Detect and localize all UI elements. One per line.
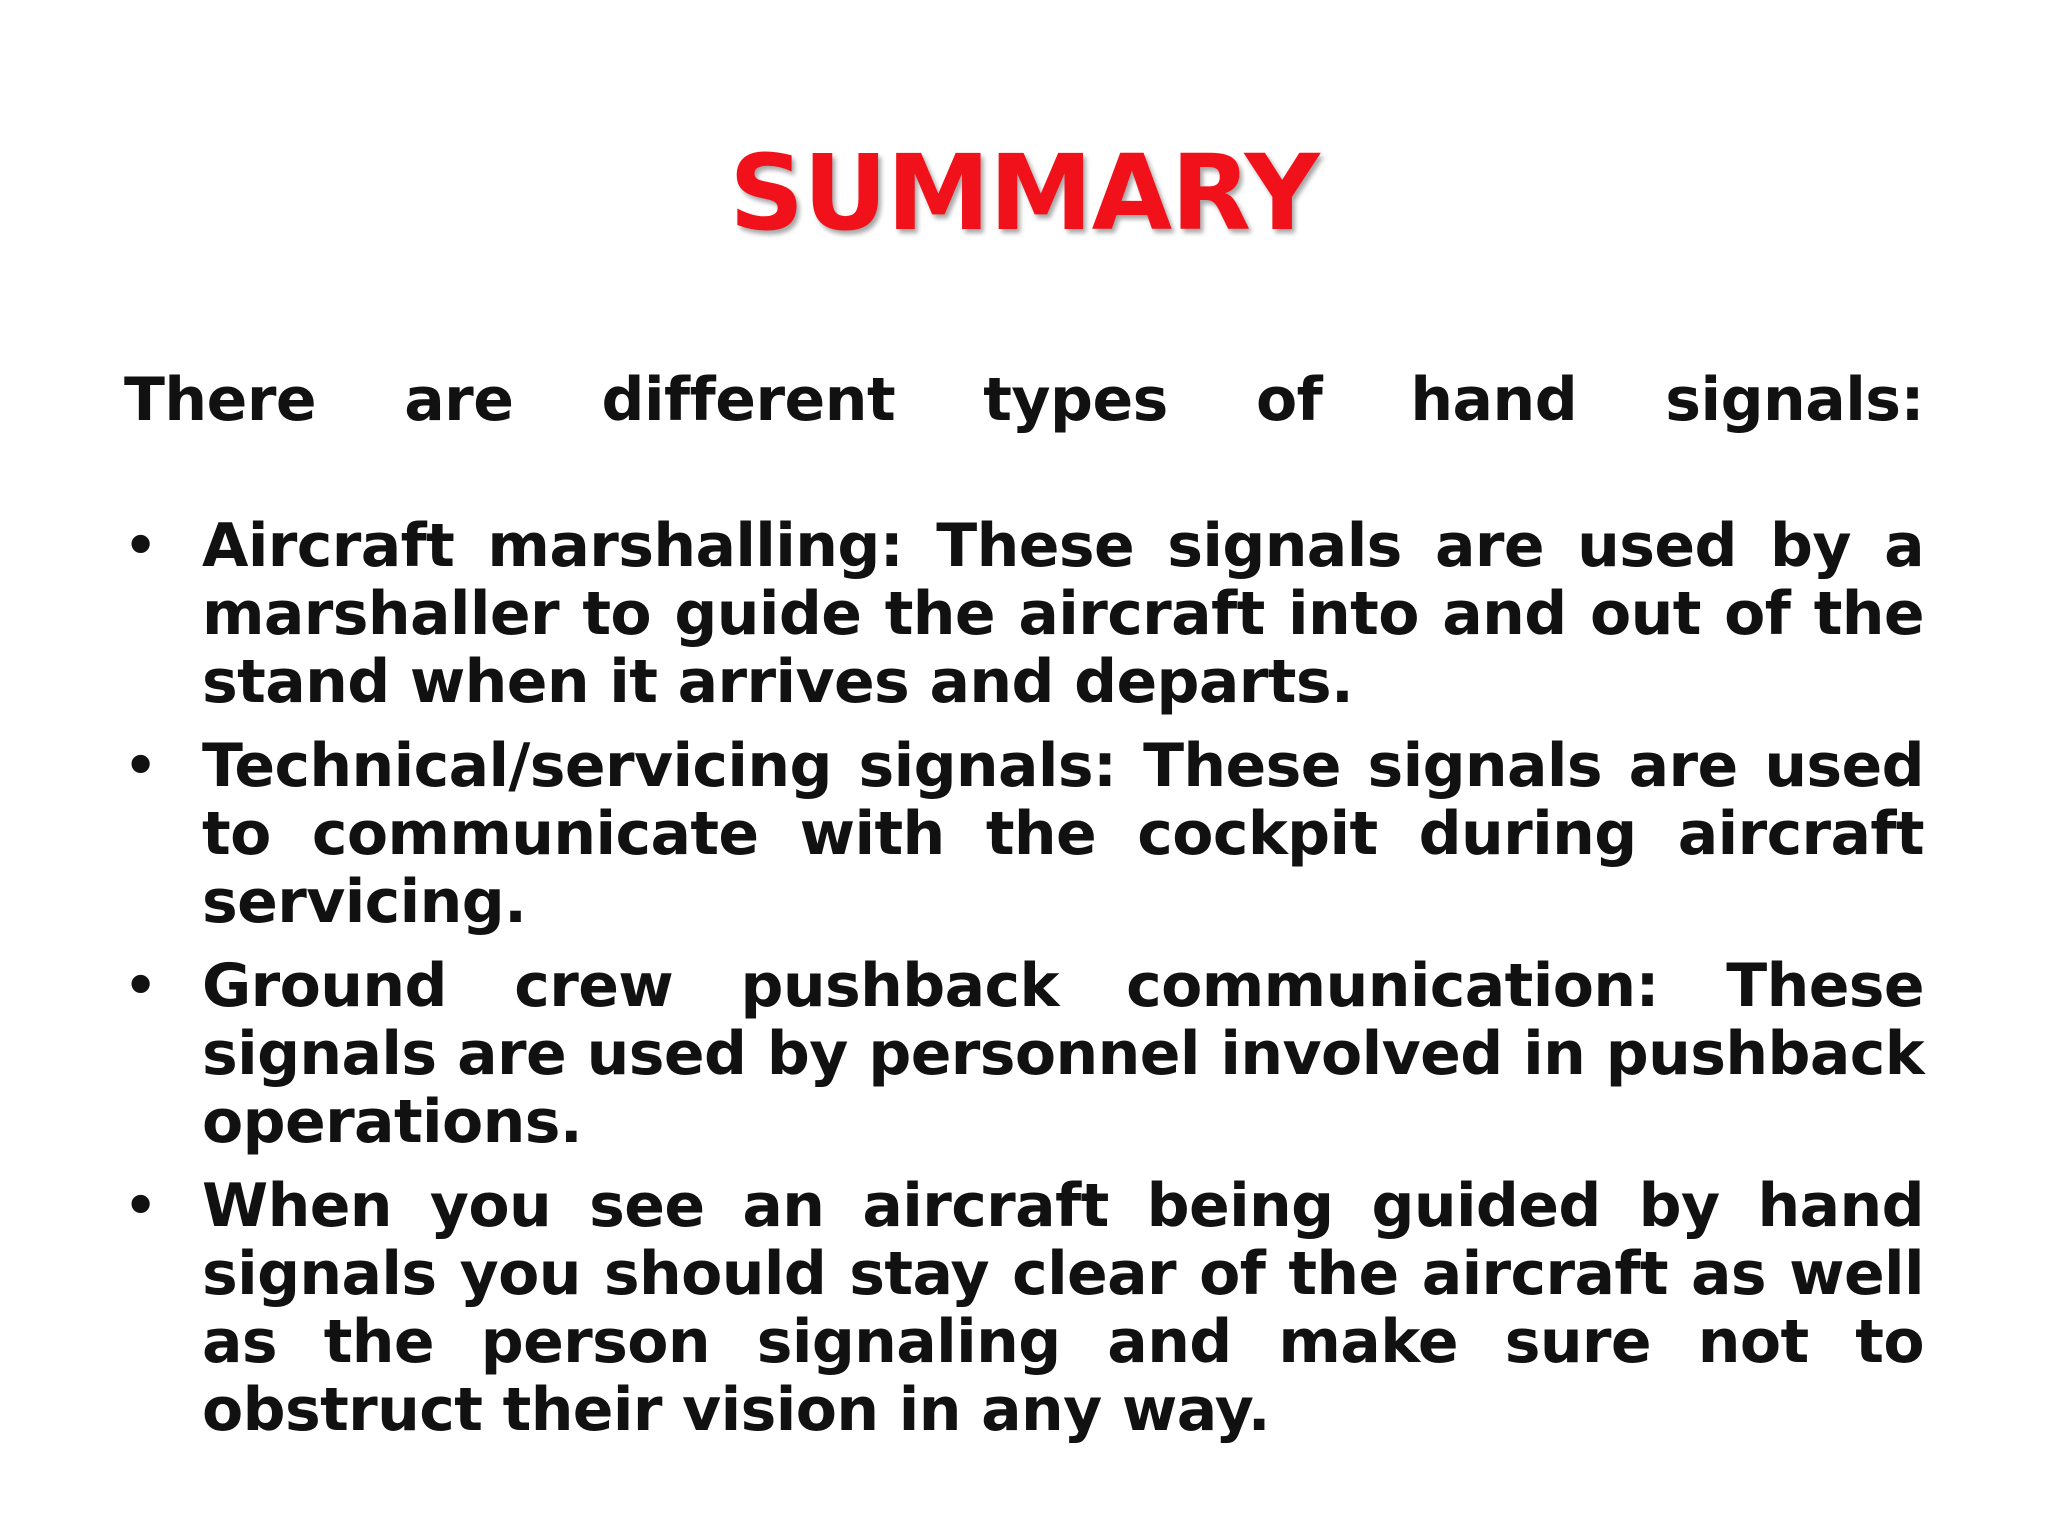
bullet-text: Ground crew pushback communication: These signals are used by personnel involved in pushback operations. (202, 951, 1924, 1157)
bullet-text: Aircraft marshalling: These signals are used by a marshaller to guide the aircraft into and out of the stand when it arrives and departs. (202, 511, 1924, 717)
slide-title: SUMMARY (729, 132, 1319, 254)
bullet-text: When you see an aircraft being guided by hand signals you should stay clear of the aircraft as well as the person signaling and make sure not to obstruct their vision in any way. (202, 1171, 1924, 1445)
bullet-icon: • (124, 736, 157, 796)
bullet-item-ground-crew-pushback (124, 952, 1924, 1156)
intro-text: There are different types of hand signals: (124, 365, 1924, 435)
bullet-icon: • (124, 1176, 157, 1236)
bullet-item-stay-clear (124, 1172, 1924, 1444)
bullet-item-technical-servicing (124, 732, 1924, 936)
bullet-item-aircraft-marshalling (124, 512, 1924, 716)
bullet-list (124, 512, 1924, 1460)
bullet-icon: • (124, 956, 157, 1016)
bullet-text: Technical/servicing signals: These signals are used to communicate with the cockpit during aircraft servicing. (202, 731, 1924, 937)
bullet-icon: • (124, 516, 157, 576)
